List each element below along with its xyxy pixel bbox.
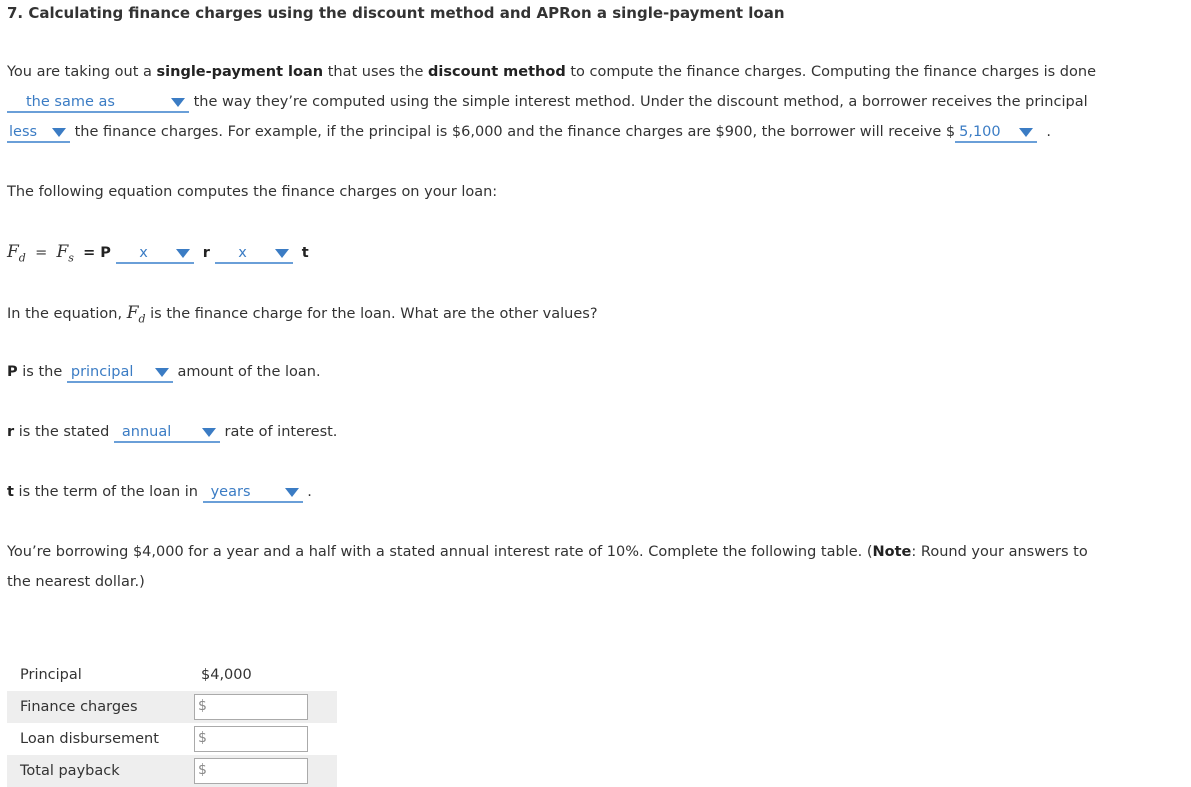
r-meaning-dropdown[interactable]: annual	[114, 423, 220, 443]
table-row	[7, 659, 337, 691]
amount-received-dropdown[interactable]: 5,100	[955, 123, 1037, 143]
row-label-loan-disbursement: Loan disbursement	[20, 731, 159, 747]
dropdown-arrow-icon	[275, 249, 289, 258]
intro-text: to compute the finance charges. Computing the finance charges is done	[565, 64, 1096, 80]
intro-line-2	[7, 92, 1088, 113]
dropdown-arrow-icon	[202, 428, 216, 437]
dropdown-arrow-icon	[285, 488, 299, 497]
principal-value: $4,000	[201, 667, 252, 683]
t-definition: t is the term of the loan in years .	[7, 482, 312, 503]
note-label: Note	[872, 544, 912, 560]
fs-symbol: $F_s$	[56, 242, 74, 265]
table-row	[7, 723, 337, 755]
intro-line-3: less the finance charges. For example, if the principal is $6,000 and the finance charges are $900, the borrower will receive $ 5,100 .	[7, 122, 1051, 143]
equation-question: In the equation, $F_d$ is the finance charge for the loan. What are the other values?	[7, 303, 598, 326]
t-symbol: t	[301, 245, 309, 261]
problem-line-1: You’re borrowing $4,000 for a year and a half with a stated annual interest rate of 10%. Complete the following table. (Note: Round your answers to	[7, 544, 1088, 560]
row-label-finance-charges: Finance charges	[7, 691, 189, 723]
less-more-dropdown[interactable]: less	[7, 123, 70, 143]
p-meaning-dropdown[interactable]: principal	[67, 363, 173, 383]
dropdown-arrow-icon	[52, 128, 66, 137]
fd-symbol: $F_d$	[7, 242, 26, 265]
total-payback-input[interactable]: $	[194, 758, 308, 784]
dropdown-arrow-icon	[171, 98, 185, 107]
equation-intro: The following equation computes the finance charges on your loan:	[7, 184, 498, 200]
intro-bold-discount-method: discount method	[428, 64, 566, 80]
dropdown-arrow-icon	[1019, 128, 1033, 137]
fd-symbol-inline: $F_d$	[126, 303, 146, 326]
loan-table	[7, 659, 337, 787]
intro-text: You are taking out a	[7, 64, 157, 80]
finance-charges-input[interactable]: $	[194, 694, 308, 720]
row-label-total-payback: Total payback	[7, 755, 189, 787]
row-label-principal: Principal	[20, 667, 82, 683]
operator-dropdown-1[interactable]: x	[116, 244, 194, 264]
dropdown-arrow-icon	[155, 368, 169, 377]
t-meaning-dropdown[interactable]: years	[203, 483, 303, 503]
r-definition: r is the stated annual rate of interest.	[7, 422, 337, 443]
table-row	[7, 691, 337, 723]
comparison-dropdown[interactable]: the same as	[7, 93, 189, 113]
p-definition: P is the principal amount of the loan.	[7, 362, 321, 383]
problem-line-2: the nearest dollar.)	[7, 574, 145, 590]
operator-dropdown-2[interactable]: x	[215, 244, 293, 264]
intro-text: that uses the	[323, 64, 429, 80]
loan-disbursement-input[interactable]: $	[194, 726, 308, 752]
intro-text: the way they’re computed using the simple interest method. Under the discount method, a borrower receives the principal	[189, 94, 1088, 110]
intro-line-1	[7, 62, 1096, 82]
intro-bold-single-payment: single-payment loan	[156, 64, 324, 80]
question-title: 7. Calculating finance charges using the discount method and APRon a single-payment loan	[7, 4, 785, 22]
intro-text: the finance charges. For example, if the principal is $6,000 and the finance charges are $900, the borrower will receive $	[70, 124, 956, 140]
table-row	[7, 755, 337, 787]
equation: $F_d = F_s = P$ x r x t	[7, 242, 309, 265]
dropdown-arrow-icon	[176, 249, 190, 258]
r-symbol: r	[202, 245, 210, 261]
equals-p: = P	[83, 245, 111, 261]
